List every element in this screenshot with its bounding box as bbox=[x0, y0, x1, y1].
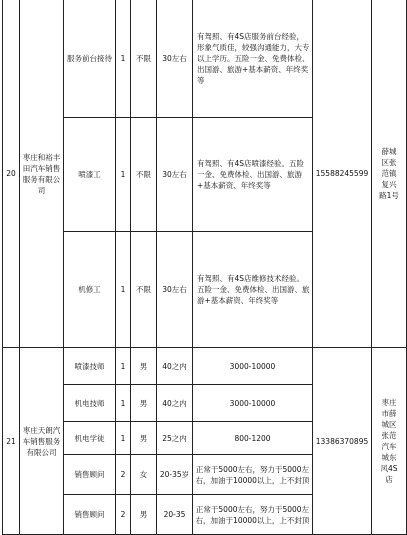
job-age: 25之内 bbox=[157, 422, 193, 455]
job-salary: 3000-10000 bbox=[193, 348, 313, 385]
table-row bbox=[3, 0, 407, 118]
job-requirements: 有驾照、有4S店服务前台经验，形象气质佳，较强沟通能力，大专以上学历。五险一金、免费体检、出国游、旅游+基本薪资、年终奖等 bbox=[193, 0, 313, 118]
table-row bbox=[3, 348, 407, 385]
job-count: 2 bbox=[116, 455, 131, 495]
job-title: 喷漆工 bbox=[64, 118, 116, 232]
job-title: 机电学徒 bbox=[64, 422, 116, 455]
job-salary: 正常于5000左右，努力于5000左右，加油于10000以上，上不封顶 bbox=[193, 455, 313, 495]
job-gender: 男 bbox=[131, 422, 157, 455]
job-age: 40之内 bbox=[157, 348, 193, 385]
job-gender: 男 bbox=[131, 385, 157, 422]
company-name: 枣庄和裕丰田汽车销售服务有限公司 bbox=[20, 0, 64, 348]
job-salary: 3000-10000 bbox=[193, 385, 313, 422]
contact-phone: 13386370895 bbox=[313, 348, 372, 535]
job-title: 销售顾问 bbox=[64, 495, 116, 535]
row-index: 20 bbox=[3, 0, 20, 348]
job-gender: 女 bbox=[131, 455, 157, 495]
job-gender: 男 bbox=[131, 348, 157, 385]
job-age: 40之内 bbox=[157, 385, 193, 422]
job-age: 30左右 bbox=[157, 118, 193, 232]
job-count: 1 bbox=[116, 422, 131, 455]
job-title: 喷漆技师 bbox=[64, 348, 116, 385]
job-title: 销售顾问 bbox=[64, 455, 116, 495]
job-gender: 不限 bbox=[131, 0, 157, 118]
job-listing-table bbox=[2, 0, 407, 535]
job-age: 30左右 bbox=[157, 232, 193, 348]
contact-phone: 15588245599 bbox=[313, 0, 372, 348]
job-count: 1 bbox=[116, 118, 131, 232]
job-title: 机修工 bbox=[64, 232, 116, 348]
job-gender: 不限 bbox=[131, 232, 157, 348]
row-index: 21 bbox=[3, 348, 20, 535]
job-requirements: 有驾照、有4S店喷漆经验。五险一金、免费体检、出国游、旅游+基本薪资、年终奖等 bbox=[193, 118, 313, 232]
company-address: 薛城区张范镇复兴路1号 bbox=[372, 0, 407, 348]
company-address: 枣庄市薛城区张范汽车城东风4S店 bbox=[372, 348, 407, 535]
job-count: 1 bbox=[116, 0, 131, 118]
job-gender: 男 bbox=[131, 495, 157, 535]
job-count: 1 bbox=[116, 348, 131, 385]
job-count: 2 bbox=[116, 495, 131, 535]
company-name: 枣庄天朗汽车销售服务有限公司 bbox=[20, 348, 64, 535]
job-age: 20-35 bbox=[157, 495, 193, 535]
job-age: 20-35岁 bbox=[157, 455, 193, 495]
job-salary: 正常于5000左右，努力于5000左右，加油于10000以上，上不封顶 bbox=[193, 495, 313, 535]
job-requirements: 有驾照、有4S店维修技术经验。五险一金、免费体检、出国游、旅游+基本薪资、年终奖等 bbox=[193, 232, 313, 348]
job-salary: 800-1200 bbox=[193, 422, 313, 455]
job-title: 机电技师 bbox=[64, 385, 116, 422]
job-count: 1 bbox=[116, 232, 131, 348]
job-age: 30左右 bbox=[157, 0, 193, 118]
job-count: 1 bbox=[116, 385, 131, 422]
job-gender: 不限 bbox=[131, 118, 157, 232]
job-title: 服务前台接待 bbox=[64, 0, 116, 118]
